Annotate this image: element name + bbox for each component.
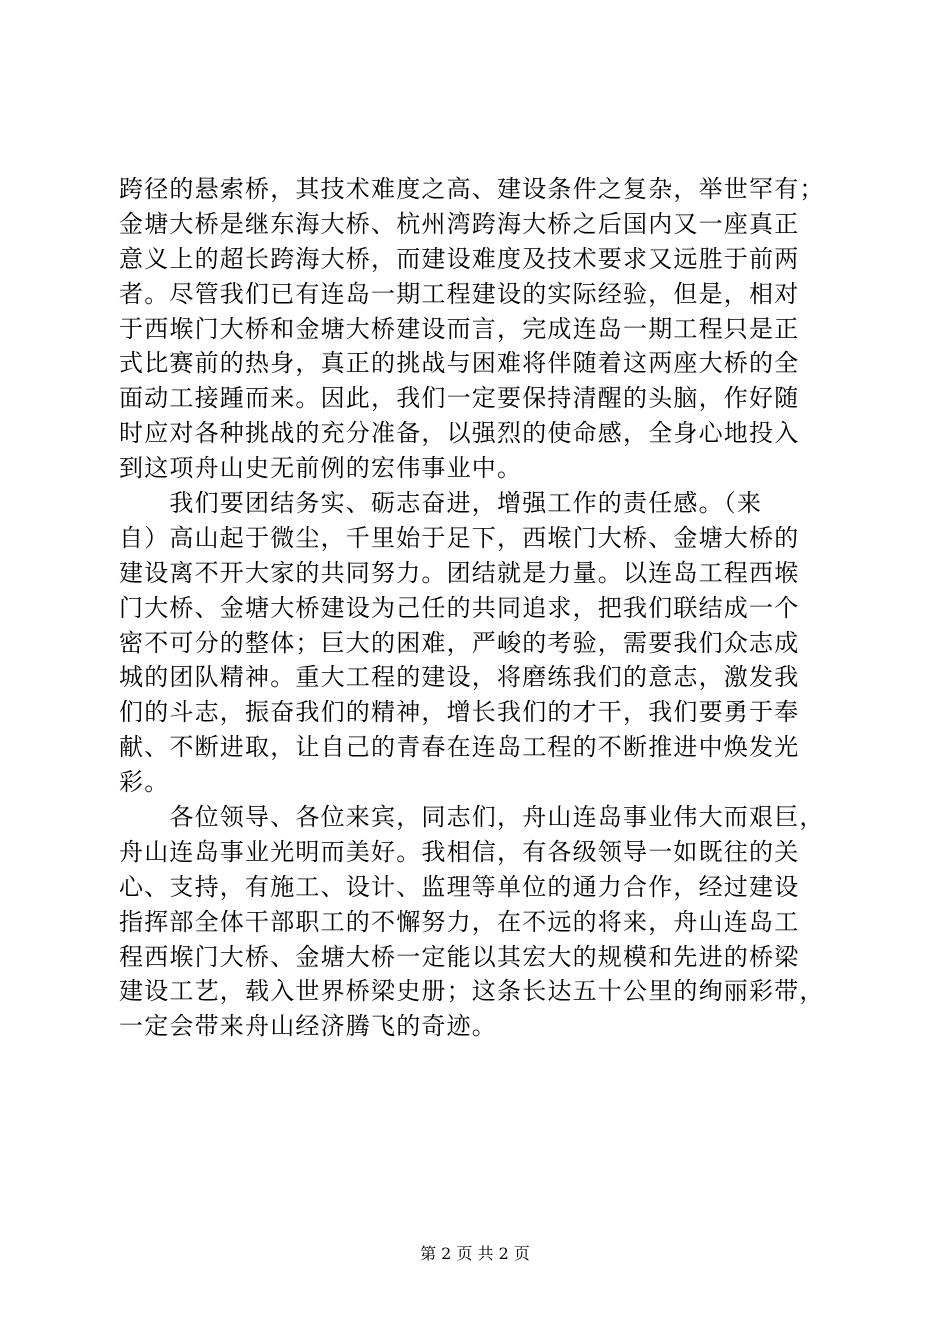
text-line: 密不可分的整体；巨大的困难，严峻的考验，需要我们众志成 <box>119 628 800 657</box>
text-line: 于西堠门大桥和金塘大桥建设而言，完成连岛一期工程只是正 <box>119 314 800 343</box>
text-line: 金塘大桥是继东海大桥、杭州湾跨海大桥之后国内又一座真正 <box>119 209 800 238</box>
text-line: 意义上的超长跨海大桥，而建设难度及技术要求又远胜于前两 <box>119 244 800 273</box>
text-line: 舟山连岛事业光明而美好。我相信，有各级领导一如既往的关 <box>119 837 800 866</box>
text-line: 者。尽管我们已有连岛一期工程建设的实际经验，但是，相对 <box>119 279 800 308</box>
text-line: 门大桥、金塘大桥建设为己任的共同追求，把我们联结成一个 <box>119 593 800 622</box>
text-line: 跨径的悬索桥，其技术难度之高、建设条件之复杂，举世罕有； <box>119 175 825 203</box>
text-line: 彩。 <box>119 768 170 797</box>
text-line: 到这项舟山史无前例的宏伟事业中。 <box>119 454 523 483</box>
text-line: 自）高山起于微尘，千里始于足下，西堠门大桥、金塘大桥的 <box>119 523 800 552</box>
text-line: 时应对各种挑战的充分准备，以强烈的使命感，全身心地投入 <box>119 419 800 448</box>
text-line: 建设离不开大家的共同努力。团结就是力量。以连岛工程西堠 <box>119 558 800 587</box>
text-line: 我们要团结务实、砺志奋进，增强工作的责任感。（来 <box>119 489 763 518</box>
text-line: 们的斗志，振奋我们的精神，增长我们的才干，我们要勇于奉 <box>119 698 800 727</box>
text-line: 城的团队精神。重大工程的建设，将磨练我们的意志，激发我 <box>119 663 800 692</box>
page-number-footer: 第 2 页 共 2 页 <box>420 1244 530 1263</box>
text-line: 心、支持，有施工、设计、监理等单位的通力合作，经过建设 <box>119 872 800 901</box>
text-line: 面动工接踵而来。因此，我们一定要保持清醒的头脑，作好随 <box>119 384 800 413</box>
body-text <box>119 172 835 1044</box>
text-line: 献、不断进取，让自己的青春在连岛工程的不断推进中焕发光 <box>119 733 800 762</box>
text-line: 式比赛前的热身，真正的挑战与困难将伴随着这两座大桥的全 <box>119 349 800 378</box>
text-line: 指挥部全体干部职工的不懈努力，在不远的将来，舟山连岛工 <box>119 907 800 936</box>
text-line: 各位领导、各位来宾，同志们，舟山连岛事业伟大而艰巨， <box>119 803 825 832</box>
text-line: 建设工艺，载入世界桥梁史册；这条长达五十公里的绚丽彩带， <box>119 977 825 1006</box>
text-line: 程西堠门大桥、金塘大桥一定能以其宏大的规模和先进的桥梁 <box>119 942 800 971</box>
text-line: 一定会带来舟山经济腾飞的奇迹。 <box>119 1012 497 1041</box>
